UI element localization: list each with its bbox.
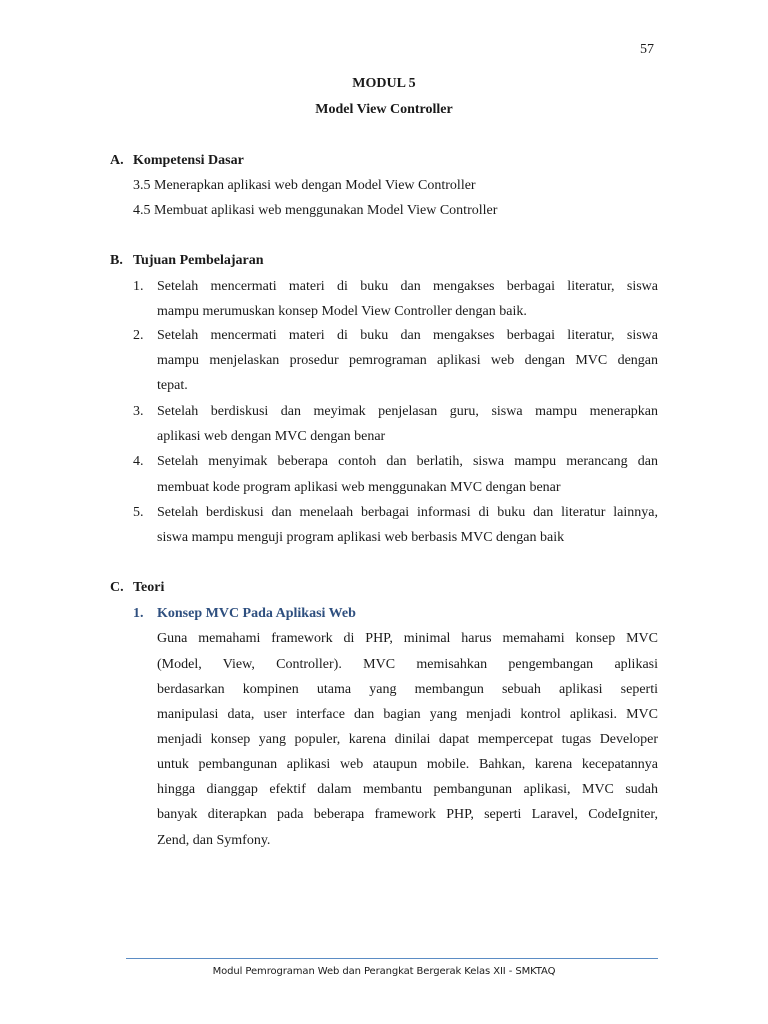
objective-line: Setelah mencermati materi di buku dan mengakses berbagai literatur, siswa — [157, 279, 658, 294]
objective-number: 1. — [133, 279, 144, 294]
subsection-number: 1. — [133, 606, 144, 621]
objective-line: membuat kode program aplikasi web menggunakan MVC dengan benar — [157, 480, 561, 495]
footer-divider — [126, 958, 658, 959]
objective-line: mampu menjelaskan prosedur pemrograman aplikasi web dengan MVC dengan — [157, 353, 658, 368]
section-a-marker: A. — [110, 153, 124, 168]
module-title: MODUL 5 — [352, 76, 416, 91]
objective-line: tepat. — [157, 378, 188, 393]
theory-line: berdasarkan kompinen utama yang membangun sebuah aplikasi seperti — [157, 682, 658, 697]
objective-line: Setelah menyimak beberapa contoh dan berlatih, siswa mampu merancang dan — [157, 454, 658, 469]
objective-number: 4. — [133, 454, 144, 469]
objective-line: Setelah berdiskusi dan meyimak penjelasan guru, siswa mampu menerapkan — [157, 404, 658, 419]
theory-line: untuk pembangunan aplikasi web ataupun mobile. Bahkan, karena kecepatannya — [157, 757, 658, 772]
theory-line: (Model, View, Controller). MVC memisahkan pengembangan aplikasi — [157, 657, 658, 672]
objective-number: 2. — [133, 328, 144, 343]
theory-line: manipulasi data, user interface dan bagian yang menjadi kontrol aplikasi. MVC — [157, 707, 658, 722]
footer-text: Modul Pemrograman Web dan Perangkat Bergerak Kelas XII - SMKTAQ — [212, 966, 556, 977]
objective-number: 3. — [133, 404, 144, 419]
competency-item: 4.5 Membuat aplikasi web menggunakan Model View Controller — [133, 203, 498, 218]
page-number: 57 — [640, 42, 654, 57]
competency-item: 3.5 Menerapkan aplikasi web dengan Model View Controller — [133, 178, 476, 193]
theory-line: menjadi konsep yang populer, karena dinilai dapat mempercepat tugas Developer — [157, 732, 658, 747]
section-c-heading: Teori — [133, 580, 165, 595]
section-b-marker: B. — [110, 253, 123, 268]
objective-line: siswa mampu menguji program aplikasi web berbasis MVC dengan baik — [157, 530, 565, 545]
section-c-marker: C. — [110, 580, 124, 595]
theory-line: Zend, dan Symfony. — [157, 833, 271, 848]
theory-line: banyak diterapkan pada beberapa framework PHP, seperti Laravel, CodeIgniter, — [157, 807, 658, 822]
section-a-heading: Kompetensi Dasar — [133, 153, 244, 168]
objective-number: 5. — [133, 505, 144, 520]
objective-line: Setelah mencermati materi di buku dan mengakses berbagai literatur, siswa — [157, 328, 658, 343]
objective-line: Setelah berdiskusi dan menelaah berbagai informasi di buku dan literatur lainnya, — [157, 505, 658, 520]
objective-line: mampu merumuskan konsep Model View Controller dengan baik. — [157, 304, 527, 319]
subsection-heading: Konsep MVC Pada Aplikasi Web — [157, 606, 356, 621]
module-subtitle: Model View Controller — [315, 102, 453, 117]
objective-line: aplikasi web dengan MVC dengan benar — [157, 429, 386, 444]
section-b-heading: Tujuan Pembelajaran — [133, 253, 264, 268]
theory-line: Guna memahami framework di PHP, minimal harus memahami konsep MVC — [157, 631, 658, 646]
theory-line: hingga dianggap efektif dalam membantu pembangunan aplikasi, MVC sudah — [157, 782, 658, 797]
